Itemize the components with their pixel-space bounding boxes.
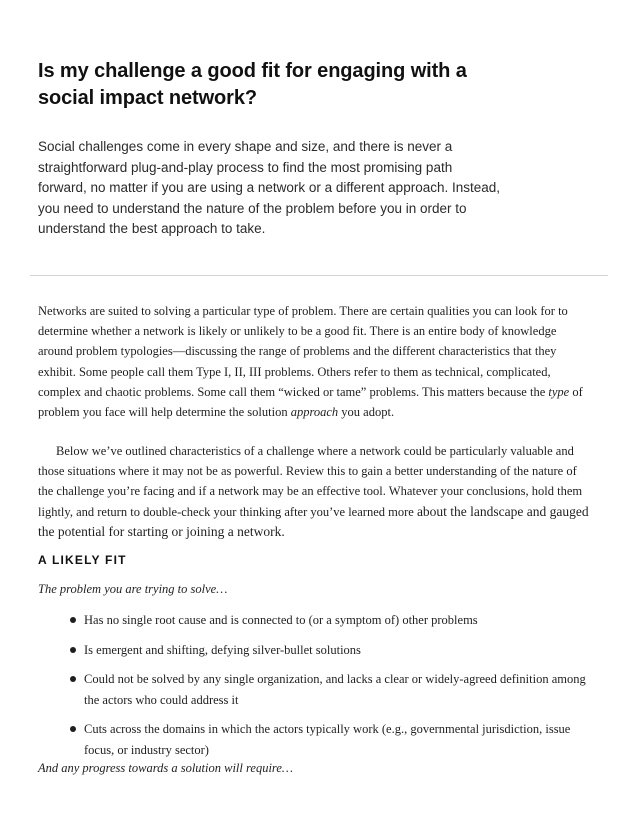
section-divider (30, 275, 608, 276)
likely-fit-lead: The problem you are trying to solve… (38, 582, 228, 596)
intro-line-1: Social challenges come in every shape and size, and there is never a (38, 139, 453, 154)
page-header (38, 58, 598, 112)
list-item (38, 640, 594, 660)
title-line-1: Is my challenge a good fit for engaging with a (38, 60, 467, 82)
list-item-text: Is emergent and shifting, defying silver-bullet solutions (84, 642, 361, 657)
body-paragraph-2 (38, 441, 594, 542)
paragraph-2-tail: about the landscape and gauged the potential for starting or joining a network. (38, 503, 589, 539)
type-emphasis: type (548, 384, 570, 399)
list-item (38, 610, 594, 630)
list-item-text: Has no single root cause and is connected to (or a symptom of) other problems (84, 613, 478, 627)
list-item-text: Cuts across the domains in which the actors typically work (e.g., governmental jurisdiction, issue focus, or industry sector) (84, 722, 571, 757)
paragraph-2-text: Below we’ve outlined characteristics of a challenge where a network could be particularly valuable and those situations where it may not be as powerful. Review this to gain a better understanding of the nature of the challenge you’re facing and if a network may be an effective tool. Whatever your conclusions, hold them lightly, and return to double-check your thinking after you’ve learned more (38, 444, 583, 519)
likely-fit-closing: And any progress towards a solution will require… (38, 761, 293, 775)
paragraph-1-end: you adopt. (338, 405, 395, 420)
bullet-icon (70, 617, 76, 623)
intro-line-3: forward, no matter if you are using a network or a different approach. Instead, (38, 180, 501, 196)
list-item (38, 669, 594, 709)
bullet-icon (70, 647, 76, 653)
intro-line-5: understand the best approach to take. (38, 221, 266, 237)
list-item-text: Could not be solved by any single organization, and lacks a clear or widely-agreed definition among the actors who could address it (84, 672, 586, 707)
title-line-2: social impact network? (38, 87, 257, 109)
bullet-icon (70, 676, 76, 682)
body-paragraph-1 (38, 301, 594, 422)
list-item (38, 719, 594, 759)
likely-fit-heading: A LIKELY FIT (38, 553, 127, 567)
approach-emphasis: approach (290, 405, 339, 420)
page-title (38, 58, 598, 112)
bullet-icon (70, 726, 76, 732)
likely-fit-list (38, 610, 594, 769)
intro-line-4: you need to understand the nature of the problem before you in order to (38, 200, 467, 216)
paragraph-1-text: Networks are suited to solving a particular type of problem. There are certain qualities you can look for to determine whether a network is likely or unlikely to be a good fit. There is an entire body of knowledge around problem typologies—discussing the range of problems and the different characteristics that they exhibit. Some people call them Type I, II, III problems. Others refer to them as technical, complicated, complex and chaotic problems. Some call them “wicked or tame” problems. This matters because the (38, 304, 568, 399)
intro-line-2: straightforward plug-and-play process to find the most promising path (38, 159, 453, 175)
paragraph-1-middle: of problem you face will help determine the solution (38, 384, 583, 420)
intro-paragraph (38, 137, 558, 240)
